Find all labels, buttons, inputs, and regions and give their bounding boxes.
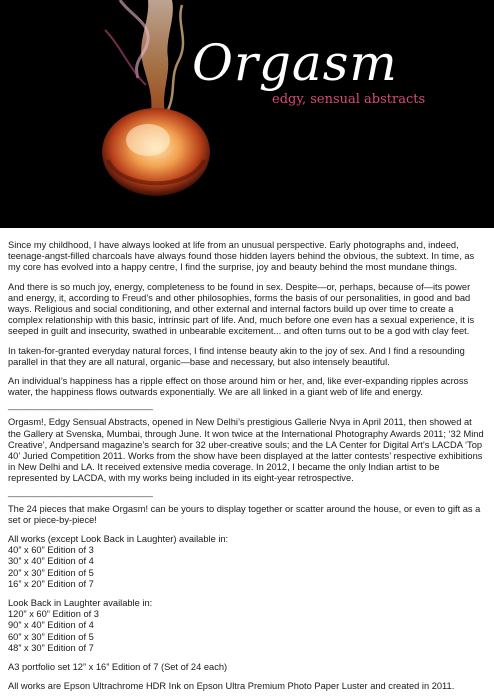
edition-item: 90” x 40” Edition of 4 — [8, 620, 94, 631]
divider-line: ____________________________ — [8, 400, 153, 411]
paragraph-happiness: An individual’s happiness has a ripple effect on those around him or her, and, like ever-expanding ripples across water, the happiness flows outwards exponentially. We are all linked in a giant web of life and energy. — [8, 376, 469, 398]
hero-subtitle: edgy, sensual abstracts — [272, 92, 426, 107]
hero-banner — [0, 0, 494, 228]
paragraph-purchase-info: The 24 pieces that make Orgasm! can be yours to display together or scatter around the house, or even to gift as a set or piece-by-piece! — [8, 503, 481, 525]
paragraph-sex-energy: And there is so much joy, energy, completeness to be found in sex. Despite—or, perhaps, because of—its power and energy, it, according to Freud’s and other philosophies, forms the basis of our personalities, in good and bad ways. Religious and social conditioning, and other external and internal factors build up over time to create a complex relationship with this basic, intrinsic part of life. And, much before one even has a sexual experience, it is seeped in guilt and insecurity, swathed in unbearable excitement... and often turns out to be a god with clay feet. — [8, 281, 475, 337]
portfolio-info: A3 portfolio set 12” x 16” Edition of 7 (Set of 24 each) — [8, 662, 228, 673]
article-body — [0, 228, 494, 693]
edition-item: 48” x 30” Edition of 7 — [8, 642, 94, 653]
editions-look-back — [8, 598, 486, 654]
edition-item: 120” x 60” Edition of 3 — [8, 609, 99, 620]
editions-all-works — [8, 534, 486, 590]
editions-heading: Look Back in Laughter available in: — [8, 598, 153, 609]
edition-item: 20” x 30” Edition of 5 — [8, 567, 94, 578]
materials-footer: All works are Epson Ultrachrome HDR Ink on Epson Ultra Premium Photo Paper Luster and created in 2011. — [8, 681, 455, 692]
divider-line: ____________________________ — [8, 486, 153, 497]
edition-item: 40” x 60” Edition of 3 — [8, 545, 94, 556]
edition-item: 16” x 20” Edition of 7 — [8, 578, 94, 589]
edition-item: 60” x 30” Edition of 5 — [8, 631, 94, 642]
paragraph-exhibition-history: Orgasm!, Edgy Sensual Abstracts, opened in New Delhi’s prestigious Gallerie Nvya in April 2011, then showed at the Gallery at Svenska, Mumbai, through June. It won twice at the International Photography Awards 2011; ‘32 Mind Creative’, Andpersand magazine’s search for 32 uber-creative souls; and the LA Center for Digital Art’s LACDA ‘Top 40’ Juried Competition 2011. Works from the show have been displayed at the latter contests’ respective exhibitions in New Delhi and LA. It received extensive media coverage. In 2012, I became the only Indian artist to be represented by LACDA, with my works being included in its eight-year retrospective. — [8, 417, 484, 484]
editions-heading: All works (except Look Back in Laughter) available in: — [8, 534, 229, 545]
paragraph-natural-forces: In taken-for-granted everyday natural forces, I find intense beauty akin to the joy of sex. And I find a resounding parallel in that they are all natural, organic—base and necessary, but also intensely beautiful. — [8, 345, 465, 367]
intro-paragraph: Since my childhood, I have always looked at life from an unusual perspective. Early photographs and, indeed, teenage-angst-filled charcoals have always found those hidden layers behind the obvious, the subtext. In time, as my core has evolved into a happy centre, I find the surprise, joy and beauty behind the most mundane things. — [8, 240, 475, 273]
hero-title: Orgasm — [192, 34, 398, 92]
edition-item: 30” x 40” Edition of 4 — [8, 556, 94, 567]
